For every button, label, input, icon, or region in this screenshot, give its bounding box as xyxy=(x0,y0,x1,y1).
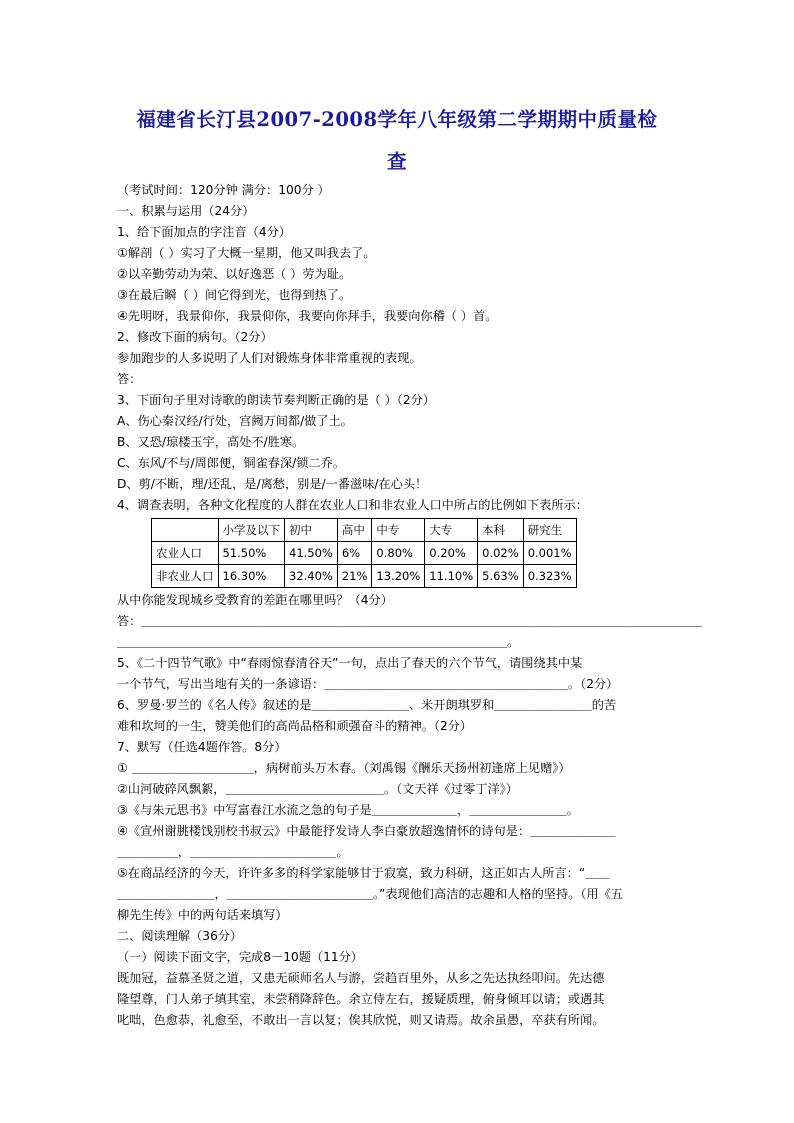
text-line: ③《与朱元思书》中写富春江水流之急的句子是＿＿＿＿＿＿＿，＿＿＿＿＿＿＿＿。 xyxy=(117,803,579,817)
text-line: 隆望尊，门人弟子填其室，未尝稍降辞色。余立侍左右，援疑质理，俯身倾耳以请；或遇其 xyxy=(117,992,605,1006)
table-cell: 中专 xyxy=(372,519,425,542)
text-line: 一、积累与运用（24分） xyxy=(117,204,255,218)
text-line: 4、调查表明，各种文化程度的人群在农业人口和非农业人口中所占的比例如下表所示： xyxy=(117,498,588,512)
text-line: 叱咄，色愈恭，礼愈至，不敢出一言以复；俟其欣悦，则又请焉。故余虽愚，卒获有所闻。 xyxy=(117,1013,605,1027)
text-line: ＿＿＿＿＿＿＿＿，＿＿＿＿＿＿＿＿＿＿＿＿。”表现他们高洁的志趣和人格的坚持。（用《五 xyxy=(117,887,623,901)
table-cell: 0.323% xyxy=(523,565,576,588)
text-line: ＿＿＿＿＿＿＿＿＿＿＿＿＿＿＿＿＿＿＿＿＿＿＿＿＿＿＿＿＿＿＿＿。 xyxy=(117,635,520,649)
table-cell: 大专 xyxy=(425,519,478,542)
text-line: ①解剖（ ）实习了大概一星期，他又叫我去了。 xyxy=(117,246,376,260)
table-cell: 11.10% xyxy=(425,565,478,588)
table-cell: 16.30% xyxy=(218,565,285,588)
text-line: C、东风/不与/周郎便，铜雀春深/锁二乔。 xyxy=(117,456,346,470)
table-cell: 0.80% xyxy=(372,542,425,565)
table-cell: 41.50% xyxy=(285,542,338,565)
table-cell: 农业人口 xyxy=(152,542,219,565)
text-line: D、剪/不断，理/还乱，是/离愁，别是/一番滋味/在心头！ xyxy=(117,477,428,491)
table-cell: 5.63% xyxy=(478,565,524,588)
table-cell: 0.001% xyxy=(523,542,576,565)
text-line: ＿＿＿＿＿，＿＿＿＿＿＿＿＿＿＿＿＿。 xyxy=(117,845,349,859)
text-line: ① ＿＿＿＿＿＿＿＿＿＿，病树前头万木春。（刘禹锡《酬乐天扬州初逢席上见赠》） xyxy=(117,761,571,775)
table-cell: 32.40% xyxy=(285,565,338,588)
text-line: 二、阅读理解（36分） xyxy=(117,929,243,943)
education-stats-table xyxy=(151,518,577,588)
table-cell: 0.20% xyxy=(425,542,478,565)
text-line: 答：＿＿＿＿＿＿＿＿＿＿＿＿＿＿＿＿＿＿＿＿＿＿＿＿＿＿＿＿＿＿＿＿＿＿＿＿＿＿＿＿＿＿＿＿＿＿ xyxy=(117,614,702,628)
text-line: A、伤心秦汉经/行处，宫阙万间都/做了土。 xyxy=(117,414,353,428)
table-cell: 小学及以下 xyxy=(218,519,285,542)
text-line: 从中你能发现城乡受教育的差距在哪里吗？（4分） xyxy=(117,593,393,607)
text-line: 柳先生传》中的两句话来填写） xyxy=(117,908,288,922)
text-line: 一个节气，写出当地有关的一条谚语：＿＿＿＿＿＿＿＿＿＿＿＿＿＿＿＿＿＿＿＿。（2分） xyxy=(117,677,619,691)
question-block-top xyxy=(117,180,677,516)
text-line: 6、罗曼·罗兰的《名人传》叙述的是＿＿＿＿＿＿＿＿、米开朗琪罗和＿＿＿＿＿＿＿＿的苦 xyxy=(117,698,617,712)
text-line: ②山河破碎风飘絮，＿＿＿＿＿＿＿＿＿＿＿＿＿。（文天祥《过零丁洋》） xyxy=(117,782,518,796)
table-cell: 研究生 xyxy=(523,519,576,542)
table-cell: 21% xyxy=(337,565,372,588)
table-cell: 非农业人口 xyxy=(152,565,219,588)
text-line: B、又恐/琼楼玉宇，高处不/胜寒。 xyxy=(117,435,305,449)
page-title-line2: 查 xyxy=(386,150,407,173)
text-line: （一）阅读下面文字，完成8－10题（11分） xyxy=(117,950,363,964)
text-line: （考试时间：120分钟 满分：100分 ） xyxy=(117,183,330,197)
text-line: 2、修改下面的病句。（2分） xyxy=(117,330,273,344)
table-header-row xyxy=(152,519,577,542)
table-cell: 高中 xyxy=(337,519,372,542)
table-cell: 0.02% xyxy=(478,542,524,565)
table-cell: 初中 xyxy=(285,519,338,542)
text-line: ④先明呀，我景仰你，我景仰你，我要向你拜手，我要向你稽（ ）首。 xyxy=(117,309,498,323)
table-cell: 13.20% xyxy=(372,565,425,588)
text-line: ④《宣州谢朓楼饯别校书叔云》中最能抒发诗人李白豪放超逸情怀的诗句是：＿＿＿＿＿＿＿ xyxy=(117,824,616,838)
table-cell xyxy=(152,519,219,542)
table-cell: 6% xyxy=(337,542,372,565)
text-line: 5、《二十四节气歌》中“春雨惊春清谷天”一句，点出了春天的六个节气，请围绕其中某 xyxy=(117,656,583,670)
text-line: 1、给下面加点的字注音（4分） xyxy=(117,225,291,239)
text-line: 答： xyxy=(117,372,142,386)
text-line: ③在最后瞬（ ）间它得到光，也得到热了。 xyxy=(117,288,352,302)
text-line: 3、下面句子里对诗歌的朗读节奏判断正确的是（ ）（2分） xyxy=(117,393,435,407)
text-line: ②以辛勤劳动为荣、以好逸恶（ ）劳为耻。 xyxy=(117,267,352,281)
table-row xyxy=(152,542,577,565)
text-line: ⑤在商品经济的今天，许许多多的科学家能够甘于寂寞，致力科研，这正如古人所言：“＿＿ xyxy=(117,866,610,880)
text-line: 难和坎坷的一生，赞美他们的高尚品格和顽强奋斗的精神。（2分） xyxy=(117,719,473,733)
text-line: 7、默写（任选4题作答。8分） xyxy=(117,740,287,754)
page-title-line1: 福建省长汀县2007-2008学年八年级第二学期期中质量检 xyxy=(136,108,658,131)
exam-body xyxy=(117,180,702,1031)
table-row xyxy=(152,565,577,588)
table-cell: 51.50% xyxy=(218,542,285,565)
question-block-bottom xyxy=(117,590,702,1031)
table-cell: 本科 xyxy=(478,519,524,542)
text-line: 既加冠，益慕圣贤之道，又患无硕师名人与游，尝趋百里外，从乡之先达执经叩问。先达德 xyxy=(117,971,605,985)
text-line: 参加跑步的人多说明了人们对锻炼身体非常重视的表现。 xyxy=(117,351,422,365)
